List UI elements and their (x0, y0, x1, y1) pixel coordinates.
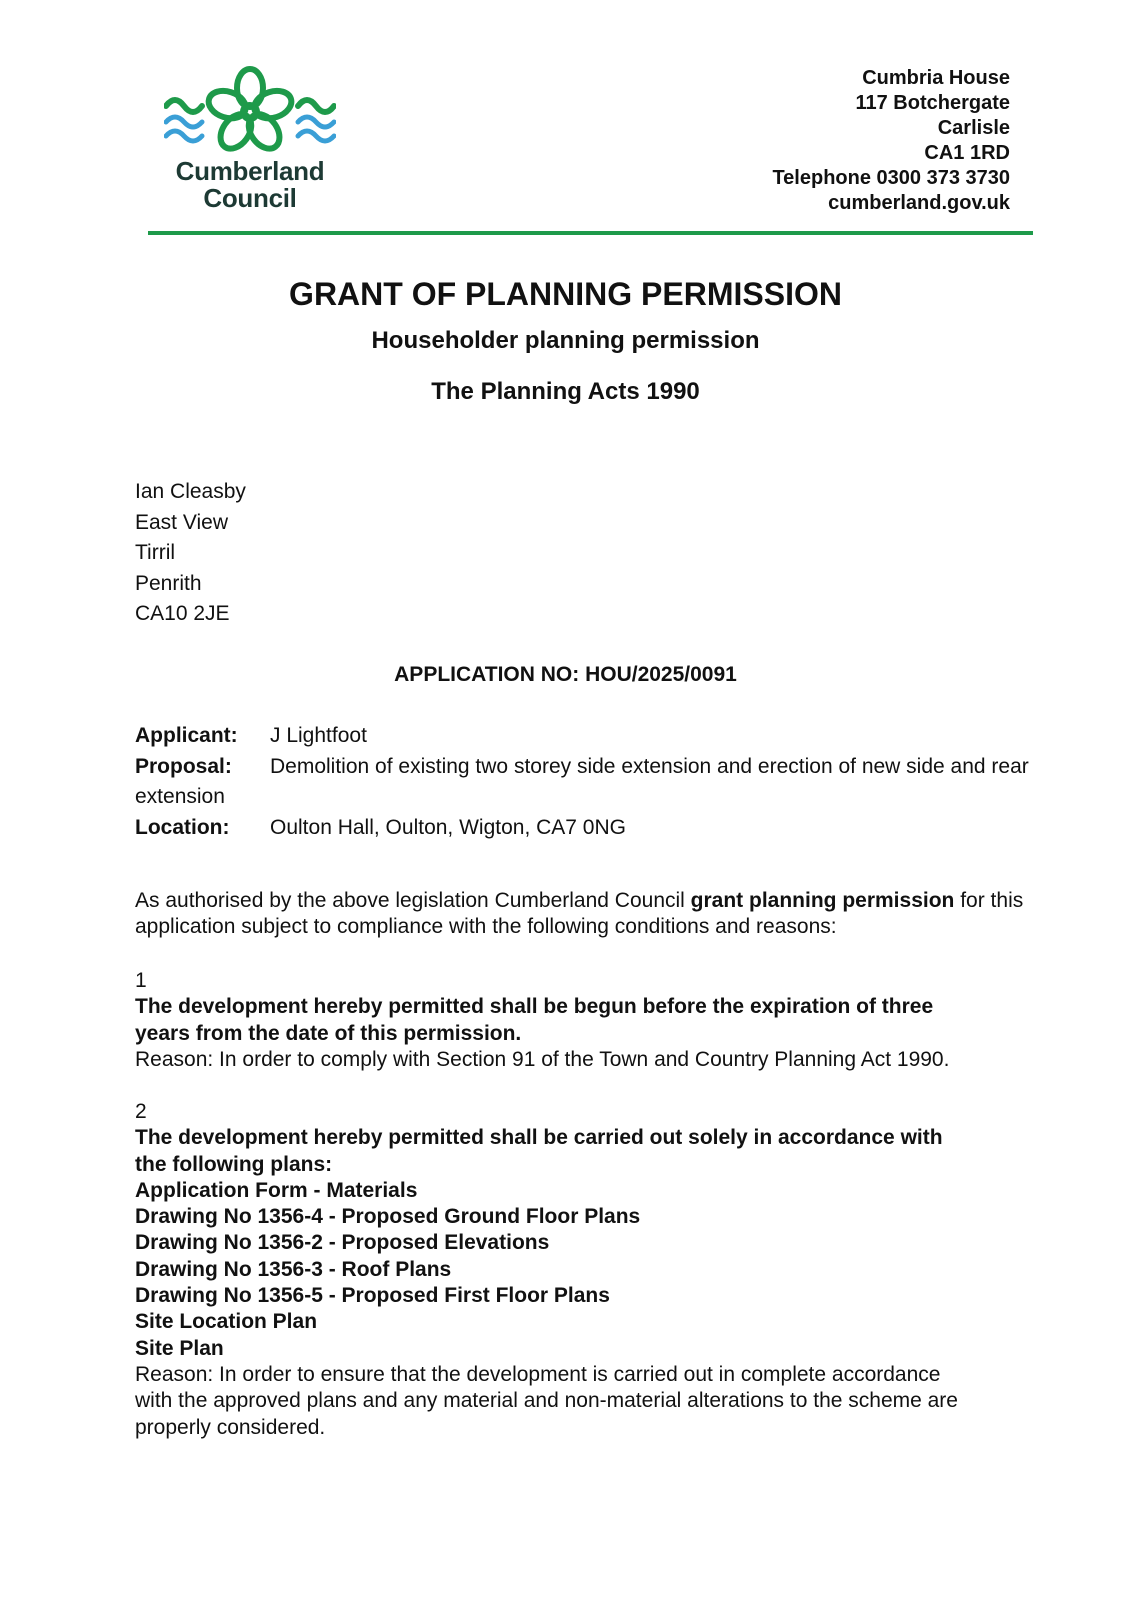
document-title: GRANT OF PLANNING PERMISSION (289, 276, 842, 312)
plan-item: Drawing No 1356-2 - Proposed Elevations (135, 1231, 550, 1255)
recipient-line: East View (135, 510, 228, 534)
condition-2 (135, 1099, 1055, 1441)
logo-line-2: Council (203, 183, 297, 213)
applicant-label: Applicant: (135, 724, 238, 747)
condition-reason-line: properly considered. (135, 1415, 326, 1439)
location-value: Oulton Hall, Oulton, Wigton, CA7 0NG (270, 815, 626, 839)
proposal-label: Proposal: (135, 754, 232, 778)
condition-text-line: The development hereby permitted shall be carried out solely in accordance with (135, 1126, 943, 1150)
application-number: APPLICATION NO: HOU/2025/0091 (394, 663, 737, 686)
address-telephone: Telephone 0300 373 3730 (772, 167, 1010, 189)
intro-text-2: for this application subject to compliance with the following conditions and reasons: (135, 889, 1024, 939)
council-logo (160, 66, 340, 216)
plan-item: Drawing No 1356-4 - Proposed Ground Floor Plans (135, 1205, 641, 1229)
applicant-value: J Lightfoot (270, 724, 367, 747)
plan-item: Drawing No 1356-5 - Proposed First Floor Plans (135, 1284, 610, 1308)
address-line: Carlisle (937, 117, 1010, 139)
logo-wordmark (160, 158, 340, 212)
proposal-row (135, 752, 1055, 813)
plan-item: Application Form - Materials (135, 1178, 418, 1202)
applicant-row (135, 721, 1055, 752)
address-line: 117 Botchergate (855, 92, 1010, 114)
document-subtitle: Householder planning permission (371, 327, 760, 354)
council-address (772, 66, 1010, 216)
address-line: CA1 1RD (924, 142, 1010, 164)
condition-reason-line: Reason: In order to ensure that the development is carried out in complete accordance (135, 1362, 941, 1386)
recipient-name: Ian Cleasby (135, 480, 246, 503)
application-details (135, 721, 1055, 843)
condition-text-line: the following plans: (135, 1152, 333, 1176)
address-website: cumberland.gov.uk (828, 192, 1010, 214)
recipient-line: Penrith (135, 571, 202, 595)
intro-paragraph (135, 888, 1055, 941)
location-label: Location: (135, 815, 230, 839)
condition-number: 2 (135, 1100, 147, 1123)
location-row (135, 813, 1055, 844)
plan-item: Drawing No 1356-3 - Roof Plans (135, 1257, 452, 1281)
intro-text-1: As authorised by the above legislation Cumberland Council (135, 889, 691, 912)
flower-waves-logo-icon (164, 66, 336, 158)
logo-line-1: Cumberland (175, 156, 325, 186)
condition-reason: Reason: In order to comply with Section 91 of the Town and Country Planning Act 1990. (135, 1047, 950, 1071)
condition-number: 1 (135, 969, 147, 992)
recipient-address (135, 477, 246, 630)
recipient-postcode: CA10 2JE (135, 602, 230, 625)
plan-item: Site Location Plan (135, 1310, 318, 1334)
intro-grant-text: grant planning permission (690, 889, 955, 912)
condition-text-line: years from the date of this permission. (135, 1021, 522, 1045)
legislation-subtitle: The Planning Acts 1990 (431, 378, 700, 405)
header-divider (148, 231, 1033, 235)
proposal-value: Demolition of existing two storey side extension and erection of new side and rear extension (135, 754, 1029, 808)
address-line: Cumbria House (862, 67, 1010, 89)
recipient-line: Tirril (135, 541, 176, 564)
condition-1 (135, 968, 1055, 1073)
condition-text-line: The development hereby permitted shall be begun before the expiration of three (135, 995, 934, 1019)
condition-reason-line: with the approved plans and any material and non-material alterations to the scheme are (135, 1389, 958, 1413)
plan-item: Site Plan (135, 1336, 224, 1360)
